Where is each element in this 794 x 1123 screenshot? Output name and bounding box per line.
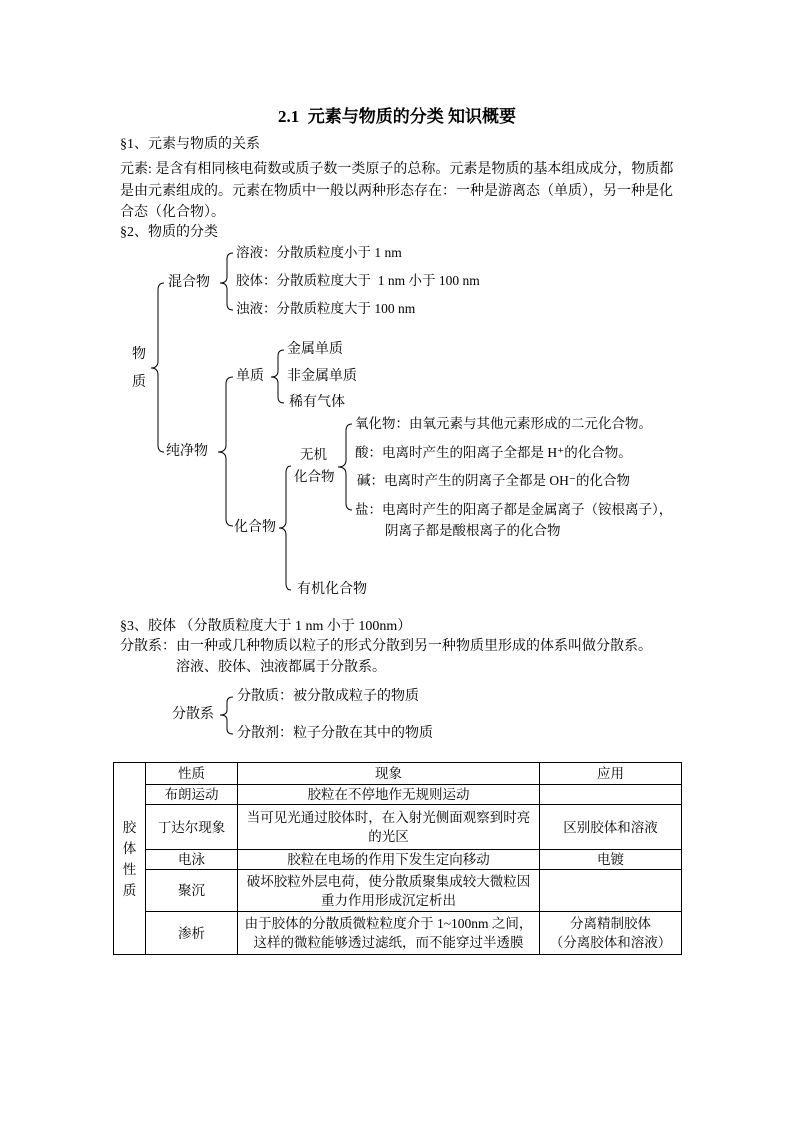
section1-line: 元素: 是含有相同核电荷数或质子数一类原子的总称。元素是物质的基本组成成分，物质都	[120, 162, 674, 177]
table-side-label: 胶体性质	[122, 819, 137, 898]
section3-definition: 分散系：由一种或几种物质以粒子的形式分散到另一种物质里形成的体系叫做分散系。	[120, 639, 652, 654]
brace-dispersion	[220, 697, 233, 734]
cell-line: 胶粒在不停地作无规则运动	[307, 787, 470, 802]
dispersion-label: 分散系	[172, 707, 214, 722]
section1-line: 是由元素组成的。元素在物质中一般以两种形态存在：一种是游离态（单质），另一种是化	[120, 184, 673, 199]
brace-element	[271, 350, 284, 403]
section3-note: 溶液、胶体、浊液都属于分散系。	[176, 660, 386, 675]
table-cell-property: 丁达尔现象	[146, 805, 238, 850]
tree-element-item: 非金属单质	[287, 369, 357, 384]
page-title: 2.1 元素与物质的分类 知识概要	[278, 107, 516, 126]
tree-compound-label: 化合物	[234, 520, 276, 535]
table-header-property: 性质	[146, 763, 238, 785]
tree-mixture-label: 混合物	[168, 275, 210, 290]
colloid-properties-table	[113, 762, 682, 955]
table-row	[114, 870, 682, 912]
tree-organic-label: 有机化合物	[297, 582, 367, 597]
table-cell-property: 电泳	[146, 850, 238, 870]
brace-pure	[218, 377, 233, 526]
tree-inorganic-acid: 酸：电离时产生的阳离子全都是 H⁺的化合物。	[355, 445, 632, 460]
brace-inorganic	[338, 424, 352, 510]
table-cell-application	[540, 850, 682, 870]
cell-line: 破坏胶粒外层电荷，使分散质聚集成较大微粒因	[246, 873, 531, 889]
section2-heading: §2、物质的分类	[120, 225, 218, 240]
section1-heading: §1、元素与物质的关系	[120, 137, 260, 152]
table-cell-phenomenon	[238, 850, 540, 870]
table-cell-phenomenon	[238, 912, 540, 955]
tree-root-matter: 物质	[132, 347, 146, 390]
cell-line: 的光区	[368, 829, 409, 844]
table-header-application: 应用	[540, 763, 682, 785]
cell-line: 区别胶体和溶液	[563, 819, 658, 835]
tree-inorganic-oxide: 氧化物：由氧元素与其他元素形成的二元化合物。	[355, 416, 652, 431]
tree-element-item: 稀有气体	[289, 395, 345, 410]
table-cell-property: 聚沉	[146, 870, 238, 912]
tree-mixture-item: 溶液：分散质粒度小于 1 nm	[236, 245, 402, 260]
section3-heading: §3、胶体 （分散质粒度大于 1 nm 小于 100nm）	[120, 619, 412, 634]
cell-line: 当可见光通过胶体时，在入射光侧面观察到时亮	[246, 810, 531, 825]
cell-line: 重力作用形成沉定析出	[321, 892, 456, 908]
cell-line: 这样的微粒能够透过滤纸，而不能穿过半透膜	[253, 935, 524, 950]
tree-mixture-item: 浊液：分散质粒度大于 100 nm	[236, 301, 416, 316]
table-header-row	[114, 763, 682, 785]
dispersion-item: 分散质：被分散成粒子的物质	[237, 689, 419, 704]
tree-pure-label: 纯净物	[166, 444, 208, 459]
cell-line: 电镀	[597, 852, 624, 867]
table-cell-property: 渗析	[146, 912, 238, 955]
table-cell-application	[540, 912, 682, 955]
cell-line: 由于胶体的分散质微粒粒度介于 1~100nm 之间，	[244, 916, 533, 931]
section1-line: 合态（化合物）。	[120, 205, 225, 220]
table-cell-phenomenon	[238, 805, 540, 850]
tree-element-item: 金属单质	[287, 342, 343, 357]
table-row	[114, 912, 682, 955]
table-side-cell	[114, 763, 146, 955]
cell-line: （分离胶体和溶液）	[549, 935, 672, 950]
table-cell-application	[540, 785, 682, 805]
brace-compound	[279, 466, 291, 590]
cell-line: 分离精制胶体	[570, 916, 651, 931]
tree-inorganic-base: 碱：电离时产生的阴离子全都是 OH⁻的化合物	[357, 473, 630, 488]
table-cell-property: 布朗运动	[146, 785, 238, 805]
table-cell-application	[540, 870, 682, 912]
table-row	[114, 805, 682, 850]
table-cell-application	[540, 805, 682, 850]
table-cell-phenomenon	[238, 870, 540, 912]
tree-inorganic-salt: 盐：电离时产生的阳离子都是金属离子（铵根离子），	[355, 502, 673, 517]
tree-element-label: 单质	[236, 369, 264, 384]
brace-mixture	[220, 253, 233, 310]
brace-matter	[151, 283, 164, 452]
table-row	[114, 785, 682, 805]
table-header-phenomenon: 现象	[238, 763, 540, 785]
tree-inorganic-label: 化合物	[294, 469, 335, 484]
tree-inorganic-label: 无机	[300, 447, 327, 462]
table-row	[114, 850, 682, 870]
cell-line: 胶粒在电场的作用下发生定向移动	[287, 852, 490, 867]
tree-mixture-item: 胶体：分散质粒度大于 1 nm 小于 100 nm	[236, 273, 480, 288]
tree-inorganic-salt: 阴离子都是酸根离子的化合物	[385, 523, 561, 538]
dispersion-item: 分散剂：粒子分散在其中的物质	[237, 726, 433, 741]
table-cell-phenomenon	[238, 785, 540, 805]
